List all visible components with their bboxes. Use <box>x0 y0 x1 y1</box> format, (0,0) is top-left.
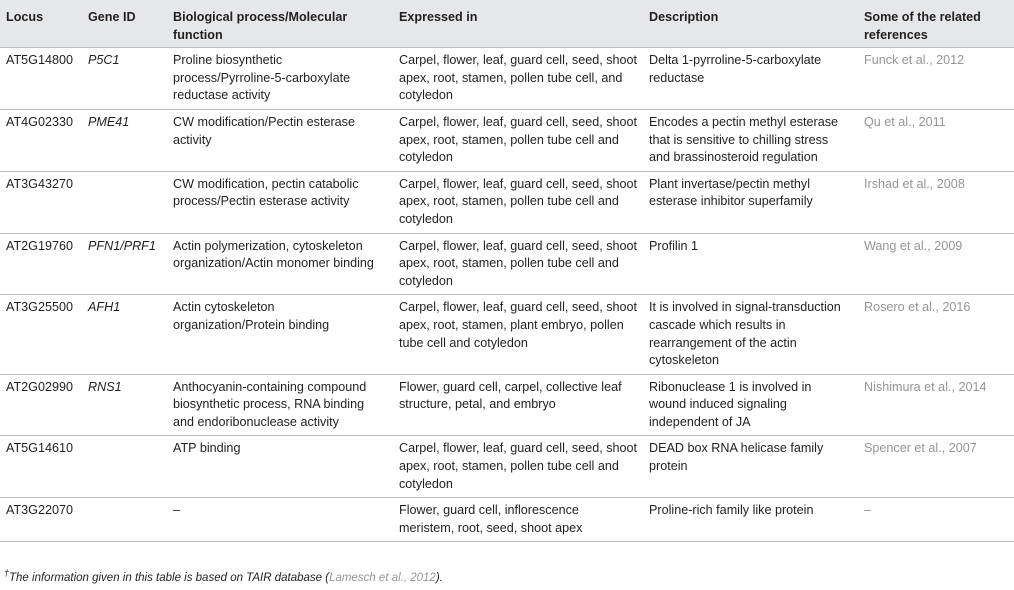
cell-expressed: Carpel, flower, leaf, guard cell, seed, shoot apex, root, stamen, pollen tube cell, and cotyledon <box>399 53 638 103</box>
cell-locus: AT5G14610 <box>6 441 73 456</box>
cell-description: Proline-rich family like protein <box>649 503 814 518</box>
table-row <box>0 171 1014 233</box>
cell-reference[interactable]: Qu et al., 2011 <box>864 114 946 129</box>
cell-description: Delta 1-pyrroline-5-carboxylate reductase <box>649 53 822 85</box>
cell-gene-id: RNS1 <box>88 379 122 394</box>
footnote-citation-link[interactable]: Lamesch et al., 2012 <box>329 571 436 584</box>
table-row <box>0 48 1014 110</box>
cell-description: DEAD box RNA helicase family protein <box>649 441 824 474</box>
cell-expressed: Carpel, flower, leaf, guard cell, seed, shoot apex, root, stamen, pollen tube cell and cotyledon <box>399 114 638 165</box>
table-row <box>0 498 1014 542</box>
header-locus: Locus <box>6 10 44 24</box>
cell-locus: AT5G14800 <box>6 53 73 68</box>
cell-locus: AT3G22070 <box>6 503 73 518</box>
cell-expressed: Carpel, flower, leaf, guard cell, seed, shoot apex, root, stamen, pollen tube cell and cotyledon <box>399 238 638 288</box>
table-header <box>0 0 1014 48</box>
table-row <box>0 109 1014 171</box>
footnote-end: ). <box>435 571 443 584</box>
cell-description: Ribonuclease 1 is involved in wound induced signaling independent of JA <box>649 379 812 429</box>
cell-gene-id <box>82 498 167 542</box>
cell-gene-id <box>82 436 167 498</box>
cell-locus: AT2G19760 <box>6 238 73 253</box>
header-expressed: Expressed in <box>399 10 478 24</box>
cell-process: CW modification, pectin catabolic process/Pectin esterase activity <box>173 176 359 209</box>
cell-reference[interactable]: Irshad et al., 2008 <box>864 176 965 191</box>
cell-reference[interactable]: Spencer et al., 2007 <box>864 441 977 456</box>
cell-process: CW modification/Pectin esterase activity <box>173 114 355 147</box>
cell-process: ATP binding <box>173 441 241 456</box>
cell-locus: AT4G02330 <box>6 114 73 129</box>
cell-gene-id: P5C1 <box>88 53 120 68</box>
cell-expressed: Carpel, flower, leaf, guard cell, seed, shoot apex, root, stamen, pollen tube cell and cotyledon <box>399 176 638 226</box>
cell-locus: AT3G43270 <box>6 176 73 191</box>
cell-process: – <box>173 503 181 518</box>
table-body <box>0 48 1014 542</box>
cell-expressed: Carpel, flower, leaf, guard cell, seed, shoot apex, root, stamen, pollen tube cell and cotyledon <box>399 441 638 491</box>
cell-process: Proline biosynthetic process/Pyrroline-5-carboxylate reductase activity <box>173 53 351 103</box>
cell-description: It is involved in signal-transduction cascade which results in rearrangement of the actin cytoskeleton <box>649 300 841 368</box>
cell-gene-id: AFH1 <box>88 300 121 315</box>
cell-reference[interactable]: Rosero et al., 2016 <box>864 300 971 315</box>
cell-locus: AT3G25500 <box>6 300 73 315</box>
header-references: Some of the related references <box>864 10 981 42</box>
cell-process: Actin polymerization, cytoskeleton organization/Actin monomer binding <box>173 238 374 271</box>
table-row <box>0 233 1014 295</box>
cell-gene-id <box>82 171 167 233</box>
cell-process: Anthocyanin-containing compound biosynthetic process, RNA binding and endoribonuclease activity <box>173 379 367 429</box>
cell-reference[interactable]: Funck et al., 2012 <box>864 53 965 68</box>
header-row <box>0 0 1014 48</box>
cell-expressed: Flower, guard cell, inflorescence meristem, root, seed, shoot apex <box>399 503 583 535</box>
table-row <box>0 295 1014 374</box>
footnote-text: The information given in this table is based on TAIR database ( <box>9 571 330 584</box>
cell-gene-id: PFN1/PRF1 <box>88 238 156 253</box>
footnote-dagger: † <box>4 568 10 578</box>
table-row <box>0 436 1014 498</box>
cell-expressed: Flower, guard cell, carpel, collective leaf structure, petal, and embryo <box>399 379 622 412</box>
header-process: Biological process/Molecular function <box>173 10 348 42</box>
cell-reference[interactable]: Nishimura et al., 2014 <box>864 379 987 394</box>
cell-expressed: Carpel, flower, leaf, guard cell, seed, shoot apex, root, stamen, plant embryo, pollen tube cell and cotyledon <box>399 300 638 350</box>
cell-locus: AT2G02990 <box>6 379 73 394</box>
cell-description: Profilin 1 <box>649 238 698 253</box>
cell-gene-id: PME41 <box>88 114 130 129</box>
header-gene-id: Gene ID <box>88 10 136 24</box>
cell-description: Plant invertase/pectin methyl esterase inhibitor superfamily <box>649 176 813 209</box>
cell-reference[interactable]: Wang et al., 2009 <box>864 238 963 253</box>
cell-process: Actin cytoskeleton organization/Protein binding <box>173 300 330 332</box>
cell-description: Encodes a pectin methyl esterase that is sensitive to chilling stress and brassinosteroid regulation <box>649 114 839 165</box>
table-row <box>0 374 1014 436</box>
table-footnote <box>4 568 443 584</box>
cell-reference: – <box>864 503 872 518</box>
header-description: Description <box>649 10 719 24</box>
